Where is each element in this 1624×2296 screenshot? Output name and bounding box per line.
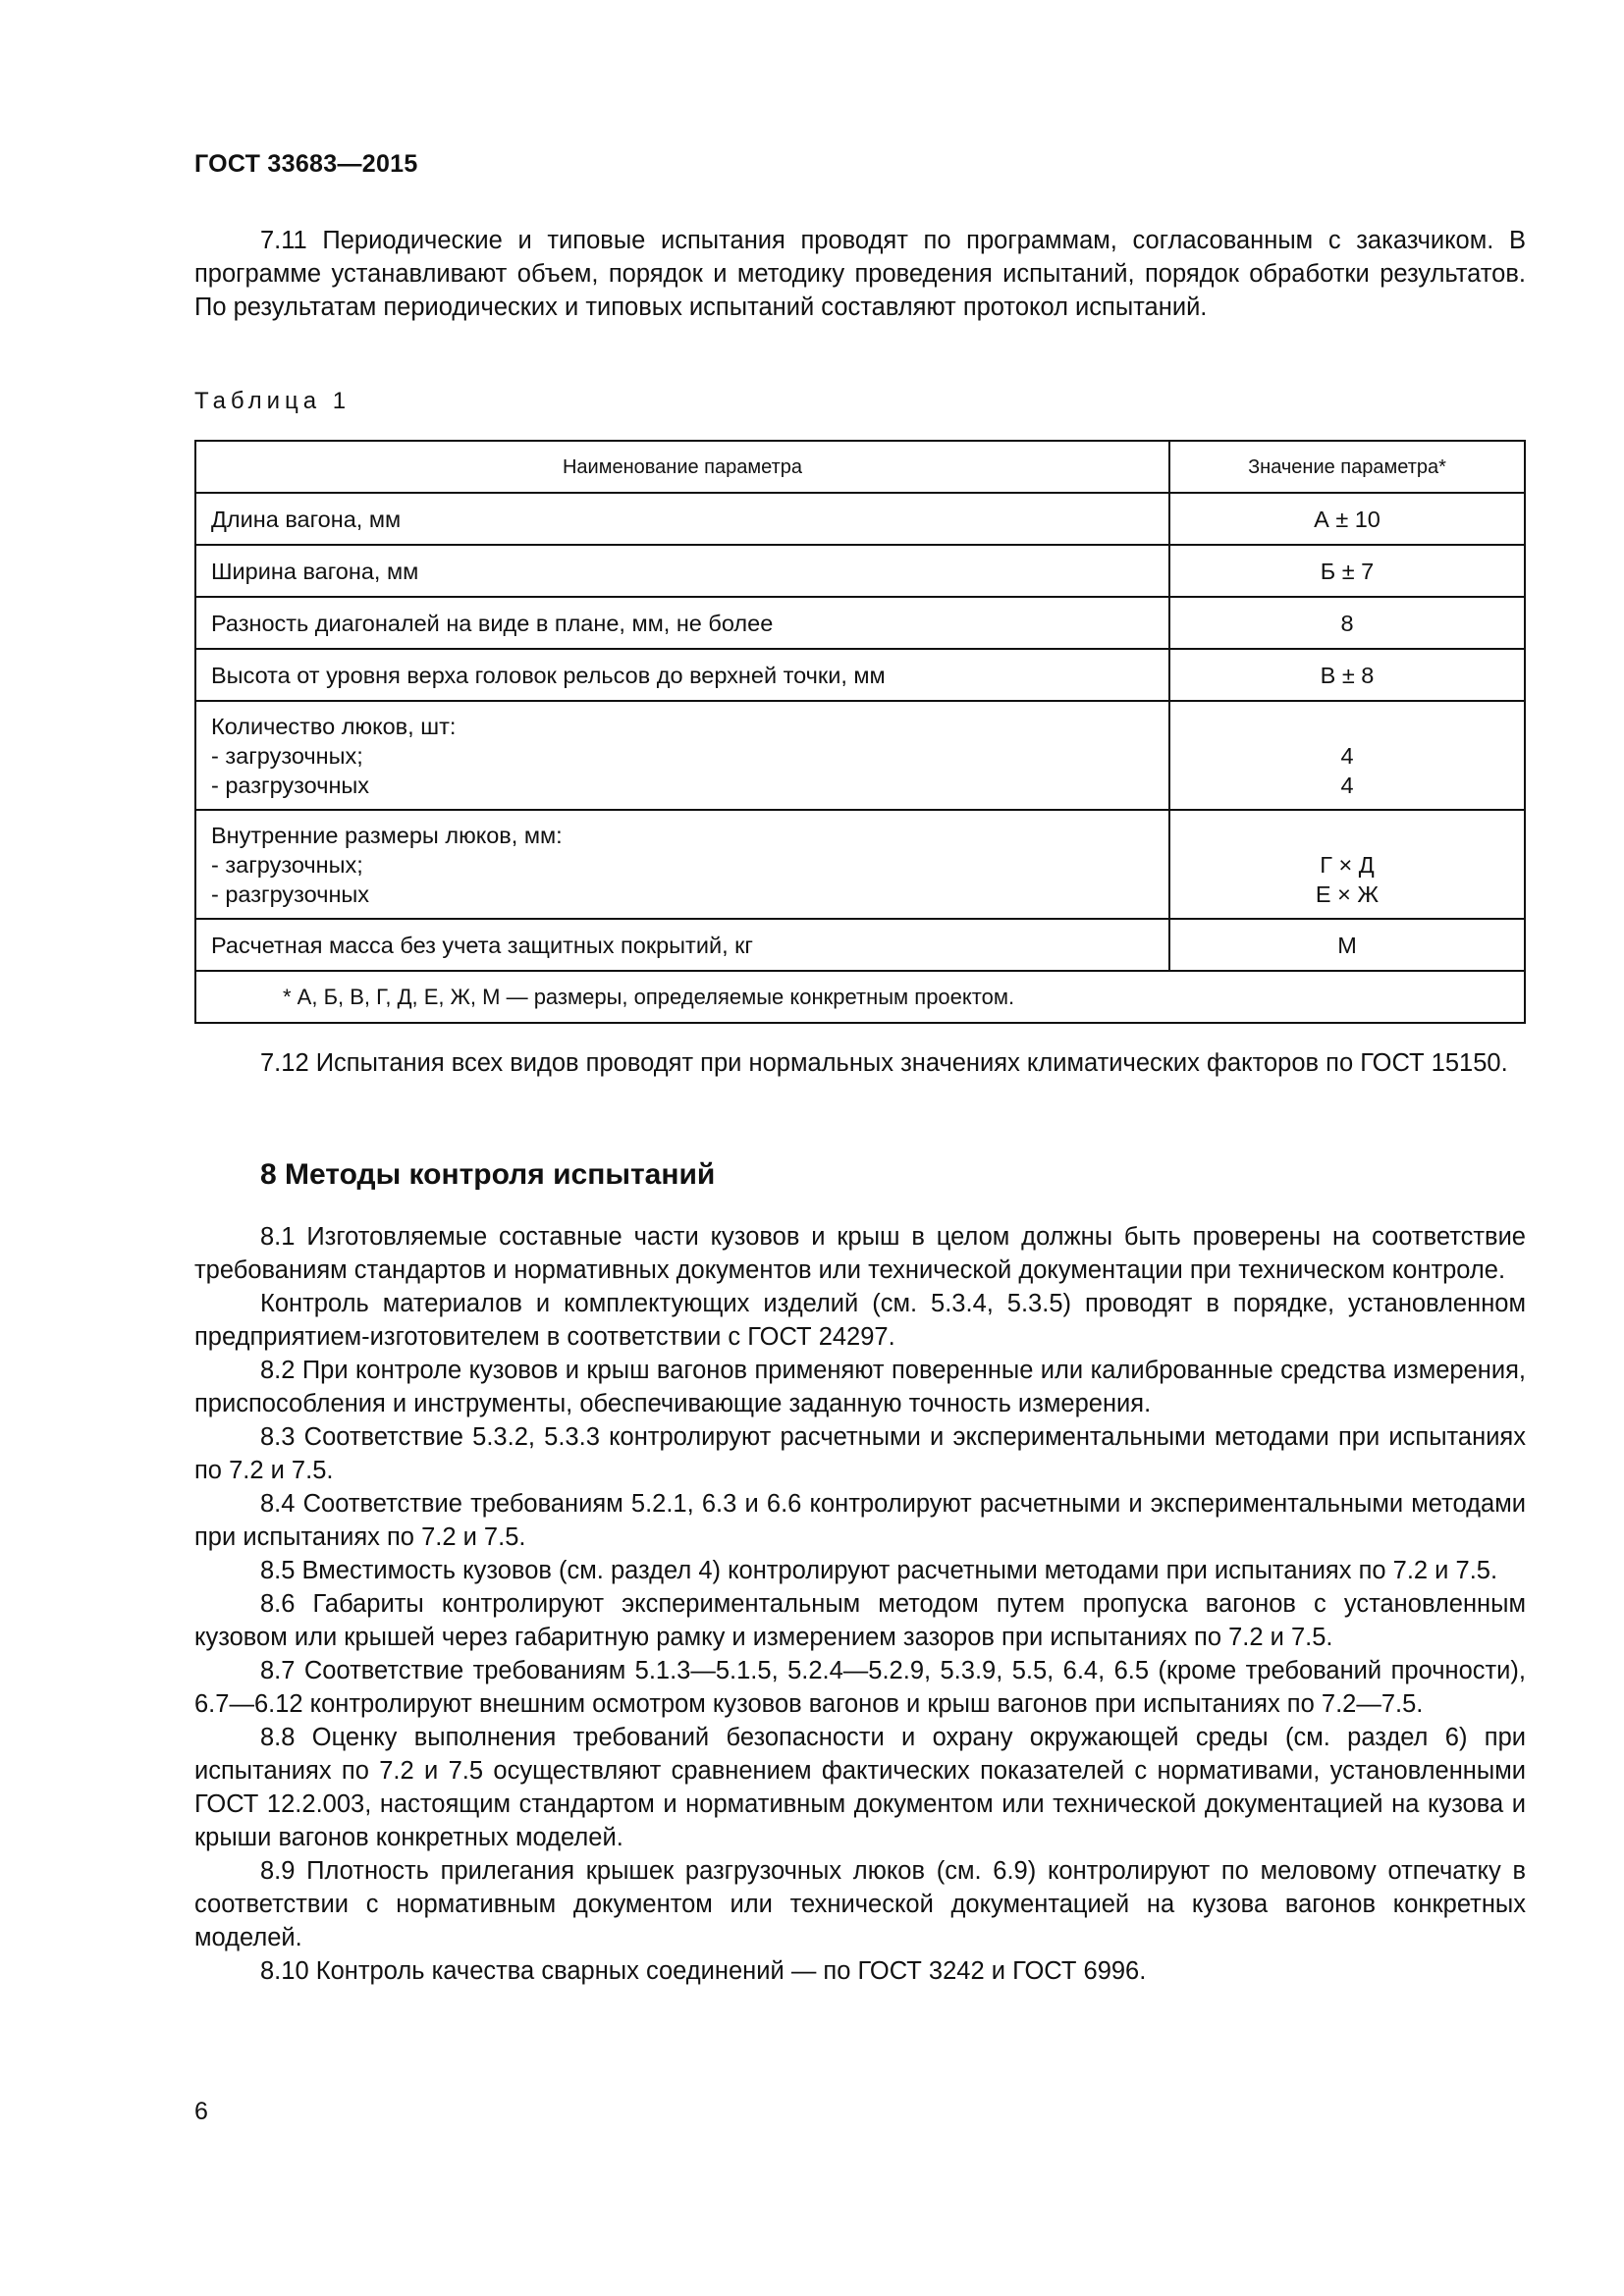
table-row-hatches-count: [195, 701, 1525, 810]
paragraph-materials: Контроль материалов и комплектующих изделий (см. 5.3.4, 5.3.5) проводят в порядке, установленном предприятием-изготовителем в соответствии с ГОСТ 24297.: [194, 1290, 1526, 1351]
paragraph-7-12: [194, 1046, 1526, 1080]
table-row: [195, 919, 1525, 971]
param-title: Внутренние размеры люков, мм:: [211, 823, 563, 848]
table-header-row: [195, 441, 1525, 493]
param-value: М: [1169, 919, 1525, 971]
param-value: [1169, 701, 1525, 810]
section-8-body: [194, 1220, 1526, 1988]
paragraph-text: 7.12 Испытания всех видов проводят при нормальных значениях климатических факторов по ГОСТ 15150.: [260, 1049, 1508, 1077]
table-footnote: * А, Б, В, Г, Д, Е, Ж, М — размеры, определяемые конкретным проектом.: [195, 971, 1525, 1023]
value-loading: Г × Д: [1320, 852, 1375, 878]
param-value: В ± 8: [1169, 649, 1525, 701]
paragraph-8-5: 8.5 Вместимость кузовов (см. раздел 4) контролируют расчетными методами при испытаниях по 7.2 и 7.5.: [260, 1557, 1498, 1584]
value-unloading: Е × Ж: [1315, 881, 1380, 907]
section-title: 8 Методы контроля испытаний: [260, 1158, 716, 1191]
param-sub-unloading: - разгрузочных: [211, 881, 370, 907]
paragraph-8-9: 8.9 Плотность прилегания крышек разгрузочных люков (см. 6.9) контролируют по меловому отпечатку в соответствии с нормативным документом или технической документацией на кузова вагонов конкретных моделей.: [194, 1857, 1526, 1951]
table-row: [195, 649, 1525, 701]
paragraph-8-4: 8.4 Соответствие требованиям 5.2.1, 6.3 и 6.6 контролируют расчетными и экспериментальными методами при испытаниях по 7.2 и 7.5.: [194, 1490, 1526, 1551]
param-name: [195, 701, 1169, 810]
param-sub-loading: - загрузочных;: [211, 852, 363, 878]
param-name: Разность диагоналей на виде в плане, мм, не более: [195, 597, 1169, 649]
paragraph-8-8: 8.8 Оценку выполнения требований безопасности и охрану окружающей среды (см. раздел 6) при испытаниях по 7.2 и 7.5 осуществляют сравнением фактических показателей с нормативами, установленными ГОСТ 12.2.003, настоящим стандартом и нормативным документом или технической документацией на кузова и крыши вагонов конкретных моделей.: [194, 1724, 1526, 1851]
table-row: [195, 493, 1525, 545]
value-unloading: 4: [1340, 773, 1354, 798]
param-sub-unloading: - разгрузочных: [211, 773, 370, 798]
paragraph-8-3: 8.3 Соответствие 5.3.2, 5.3.3 контролируют расчетными и экспериментальными методами при испытаниях по 7.2 и 7.5.: [194, 1423, 1526, 1484]
table-footnote-row: [195, 971, 1525, 1023]
table-row: [195, 545, 1525, 597]
paragraph-8-6: 8.6 Габариты контролируют экспериментальным методом путем пропуска вагонов с установленным кузовом или крышей через габаритную рамку и измерением зазоров при испытаниях по 7.2 и 7.5.: [194, 1590, 1526, 1651]
param-value: А ± 10: [1169, 493, 1525, 545]
column-header-name: Наименование параметра: [195, 441, 1169, 493]
page-number: 6: [194, 2098, 208, 2125]
param-value: 8: [1169, 597, 1525, 649]
param-name: Расчетная масса без учета защитных покрытий, кг: [195, 919, 1169, 971]
paragraph-8-7: 8.7 Соответствие требованиям 5.1.3—5.1.5, 5.2.4—5.2.9, 5.3.9, 5.5, 6.4, 6.5 (кроме требований прочности), 6.7—6.12 контролируют внешним осмотром кузовов вагонов и крыш вагонов при испытаниях по 7.2—7.5.: [194, 1657, 1526, 1718]
param-name: [195, 810, 1169, 919]
table-row-hatches-size: [195, 810, 1525, 919]
paragraph-7-11: [194, 224, 1526, 324]
param-name: Высота от уровня верха головок рельсов до верхней точки, мм: [195, 649, 1169, 701]
paragraph-text: 7.11 Периодические и типовые испытания проводят по программам, согласованным с заказчиком. В программе устанавливают объем, порядок и методику проведения испытаний, порядок обработки результатов. По результатам периодических и типовых испытаний составляют протокол испытаний.: [194, 227, 1526, 321]
table-row: [195, 597, 1525, 649]
param-name: Длина вагона, мм: [195, 493, 1169, 545]
paragraph-8-10: 8.10 Контроль качества сварных соединений — по ГОСТ 3242 и ГОСТ 6996.: [260, 1957, 1147, 1985]
parameters-table: [194, 440, 1526, 1024]
param-value: Б ± 7: [1169, 545, 1525, 597]
value-loading: 4: [1340, 743, 1354, 769]
param-sub-loading: - загрузочных;: [211, 743, 363, 769]
paragraph-8-1: 8.1 Изготовляемые составные части кузовов и крыш в целом должны быть проверены на соответствие требованиям стандартов и нормативных документов или технической документации при техническом контроле.: [194, 1223, 1526, 1284]
column-header-value: Значение параметра*: [1169, 441, 1525, 493]
param-title: Количество люков, шт:: [211, 714, 457, 739]
document-header: ГОСТ 33683—2015: [194, 150, 418, 178]
table-caption: Таблица 1: [194, 388, 352, 414]
param-value: [1169, 810, 1525, 919]
param-name: Ширина вагона, мм: [195, 545, 1169, 597]
paragraph-8-2: 8.2 При контроле кузовов и крыш вагонов применяют поверенные или калиброванные средства измерения, приспособления и инструменты, обеспечивающие заданную точность измерения.: [194, 1357, 1526, 1417]
